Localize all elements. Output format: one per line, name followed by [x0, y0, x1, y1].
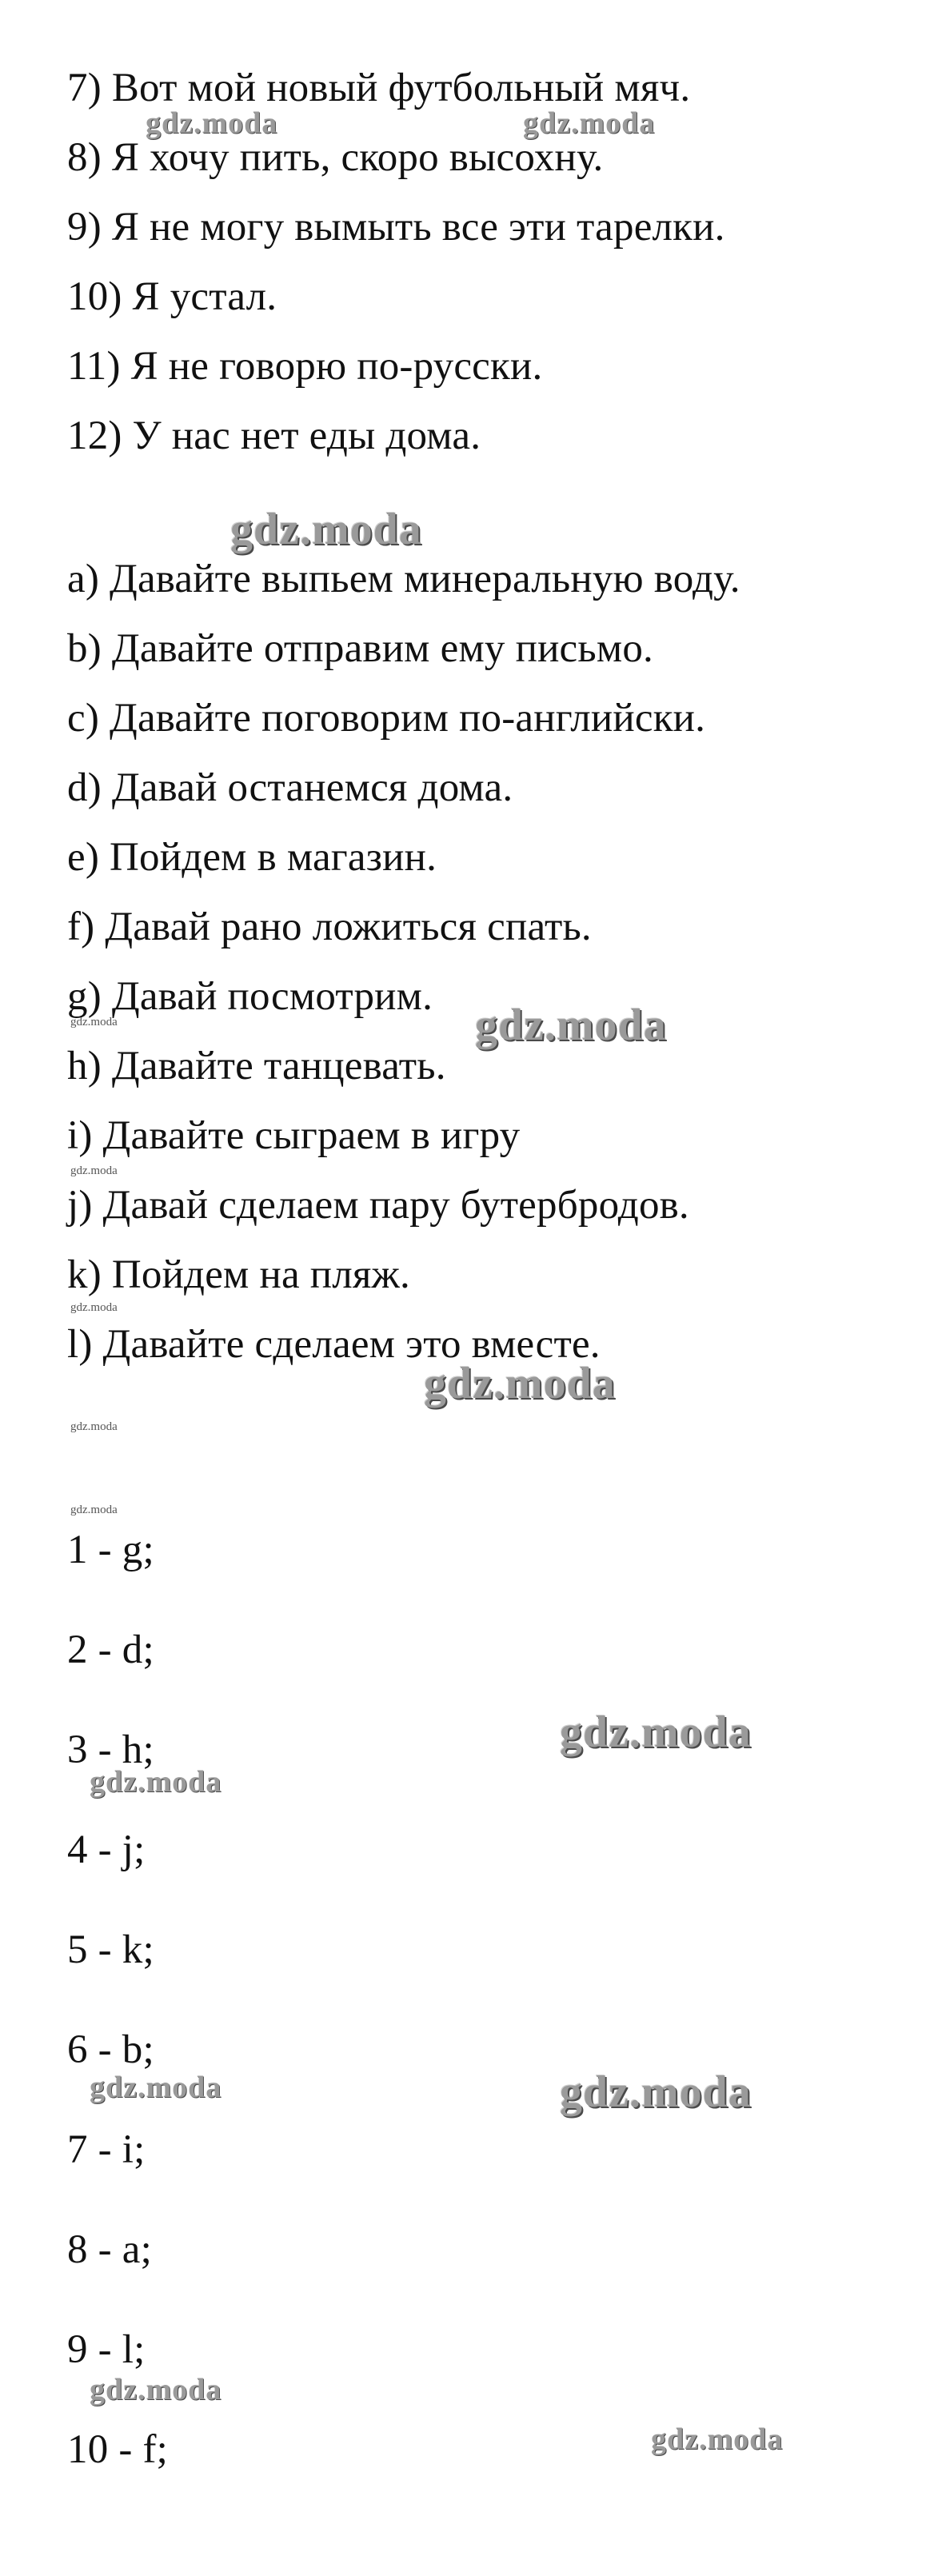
- watermark: gdz.moda: [523, 106, 656, 140]
- watermark: gdz.moda: [560, 2067, 752, 2117]
- watermark: gdz.moda: [424, 1359, 616, 1408]
- answer-item: 10 - f;: [67, 2427, 169, 2472]
- watermark: gdz.moda: [70, 1420, 118, 1433]
- suggestion-item: l) Давайте сделаем это вместе.: [67, 1322, 601, 1367]
- watermark: gdz.moda: [651, 2422, 784, 2456]
- watermark: gdz.moda: [70, 1301, 118, 1314]
- suggestion-item: k) Пойдем на пляж.: [67, 1252, 410, 1297]
- suggestion-item: g) Давай посмотрим.: [67, 974, 433, 1019]
- watermark: gdz.moda: [90, 2071, 222, 2104]
- suggestion-item: a) Давайте выпьем минеральную воду.: [67, 557, 740, 601]
- suggestion-item: i) Давайте сыграем в игру: [67, 1113, 521, 1158]
- answer-item: 3 - h;: [67, 1727, 154, 1772]
- sentence-item: 10) Я устал.: [67, 274, 277, 319]
- answer-item: 8 - a;: [67, 2227, 152, 2272]
- answer-item: 2 - d;: [67, 1627, 154, 1672]
- suggestion-item: d) Давай останемся дома.: [67, 765, 513, 810]
- suggestion-item: j) Давай сделаем пару бутербродов.: [67, 1183, 689, 1228]
- sentence-item: 12) У нас нет еды дома.: [67, 413, 481, 458]
- answer-item: 4 - j;: [67, 1827, 146, 1872]
- suggestion-item: f) Давай рано ложиться спать.: [67, 905, 592, 949]
- watermark: gdz.moda: [90, 1765, 222, 1799]
- answer-item: 9 - l;: [67, 2327, 146, 2372]
- watermark: gdz.moda: [70, 1016, 118, 1028]
- watermark: gdz.moda: [70, 1164, 118, 1177]
- watermark: gdz.moda: [230, 505, 422, 554]
- watermark: gdz.moda: [70, 1504, 118, 1516]
- sentence-item: 9) Я не могу вымыть все эти тарелки.: [67, 205, 725, 250]
- watermark: gdz.moda: [90, 2373, 222, 2406]
- watermark: gdz.moda: [146, 106, 278, 140]
- sentence-item: 7) Вот мой новый футбольный мяч.: [67, 66, 691, 110]
- suggestion-item: c) Давайте поговорим по-английски.: [67, 696, 706, 741]
- watermark: gdz.moda: [475, 1000, 667, 1050]
- sentence-item: 11) Я не говорю по-русски.: [67, 344, 543, 389]
- answer-item: 1 - g;: [67, 1528, 154, 1572]
- suggestion-item: b) Давайте отправим ему письмо.: [67, 626, 653, 671]
- sentence-item: 8) Я хочу пить, скоро высохну.: [67, 135, 604, 180]
- watermark: gdz.moda: [560, 1707, 752, 1757]
- suggestion-item: e) Пойдем в магазин.: [67, 835, 437, 880]
- answer-item: 5 - k;: [67, 1927, 154, 1972]
- suggestion-item: h) Давайте танцевать.: [67, 1044, 446, 1088]
- answer-item: 6 - b;: [67, 2027, 154, 2072]
- answer-item: 7 - i;: [67, 2127, 146, 2172]
